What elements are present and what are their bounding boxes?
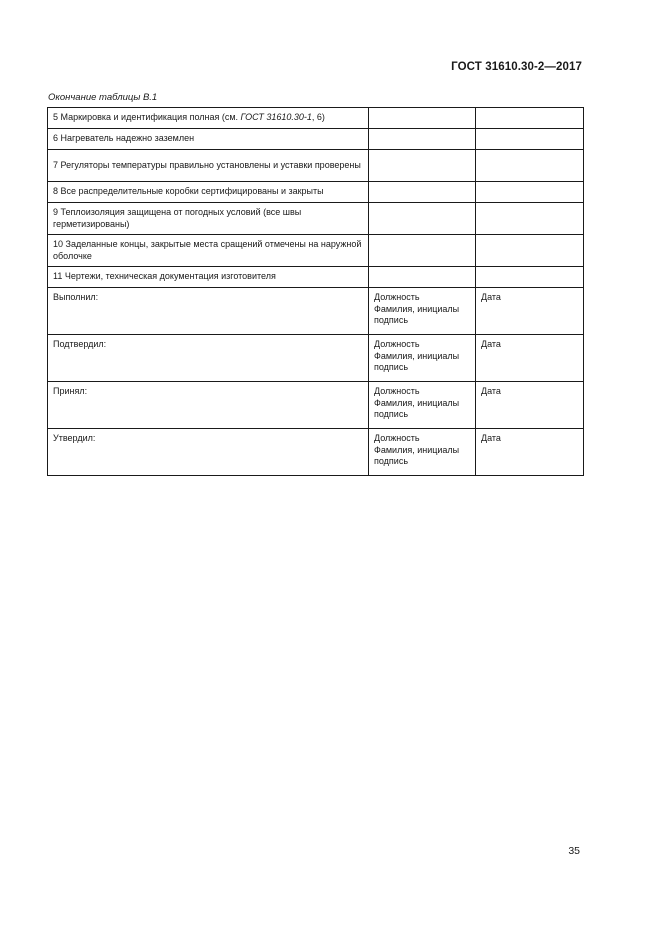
check-mark-cell: [369, 235, 476, 267]
signoff-fields: [369, 382, 476, 429]
check-item: 8 Все распределительные коробки сертифицированы и закрыты: [48, 182, 369, 203]
check-note-cell: [476, 129, 584, 150]
table-row: [48, 203, 584, 235]
signoff-fields: [369, 429, 476, 476]
date-label: Дата: [476, 382, 584, 429]
check-item: 9 Теплоизоляция защищена от погодных условий (все швы герметизированы): [48, 203, 369, 235]
position-label: Должность: [374, 292, 420, 302]
signoff-row-performed: [48, 288, 584, 335]
check-item: 6 Нагреватель надежно заземлен: [48, 129, 369, 150]
signoff-fields: [369, 335, 476, 382]
check-item-text-before: 5 Маркировка и идентификация полная (см.: [53, 112, 241, 123]
check-mark-cell: [369, 267, 476, 288]
table-row: [48, 267, 584, 288]
check-mark-cell: [369, 108, 476, 129]
table-row: [48, 235, 584, 267]
check-mark-cell: [369, 129, 476, 150]
signature-label: подпись: [374, 315, 409, 325]
check-note-cell: [476, 150, 584, 182]
check-note-cell: [476, 267, 584, 288]
signature-label: подпись: [374, 409, 409, 419]
check-note-cell: [476, 182, 584, 203]
document-standard-header: ГОСТ 31610.30-2—2017: [451, 61, 582, 73]
date-label: Дата: [476, 429, 584, 476]
position-label: Должность: [374, 433, 420, 443]
name-label: Фамилия, инициалы: [374, 444, 460, 455]
date-label: Дата: [476, 288, 584, 335]
check-mark-cell: [369, 150, 476, 182]
table-row: [48, 182, 584, 203]
check-note-cell: [476, 203, 584, 235]
standard-reference: ГОСТ 31610.30-1: [240, 112, 312, 123]
table-caption: Окончание таблицы В.1: [48, 92, 158, 103]
signoff-role: Принял:: [48, 382, 369, 429]
check-mark-cell: [369, 182, 476, 203]
check-item-text-after: , 6): [311, 112, 325, 123]
check-note-cell: [476, 108, 584, 129]
check-note-cell: [476, 235, 584, 267]
table-row: [48, 150, 584, 182]
name-label: Фамилия, инициалы: [374, 397, 460, 408]
check-item: [48, 108, 369, 129]
name-label: Фамилия, инициалы: [374, 303, 460, 314]
check-mark-cell: [369, 203, 476, 235]
signoff-role: Подтвердил:: [48, 335, 369, 382]
check-item: 11 Чертежи, техническая документация изготовителя: [48, 267, 369, 288]
position-label: Должность: [374, 386, 420, 396]
table-row: [48, 129, 584, 150]
name-label: Фамилия, инициалы: [374, 350, 460, 361]
table-row: [48, 108, 584, 129]
check-item: 10 Заделанные концы, закрытые места сращений отмечены на наружной оболочке: [48, 235, 369, 267]
signoff-row-accepted: [48, 382, 584, 429]
date-label: Дата: [476, 335, 584, 382]
checklist-table: [47, 107, 584, 476]
signoff-row-approved: [48, 429, 584, 476]
signature-label: подпись: [374, 362, 409, 372]
signature-label: подпись: [374, 456, 409, 466]
page-number: 35: [568, 845, 580, 857]
signoff-row-confirmed: [48, 335, 584, 382]
signoff-role: Утвердил:: [48, 429, 369, 476]
signoff-fields: [369, 288, 476, 335]
signoff-role: Выполнил:: [48, 288, 369, 335]
check-item: 7 Регуляторы температуры правильно установлены и уставки проверены: [48, 150, 369, 182]
position-label: Должность: [374, 339, 420, 349]
